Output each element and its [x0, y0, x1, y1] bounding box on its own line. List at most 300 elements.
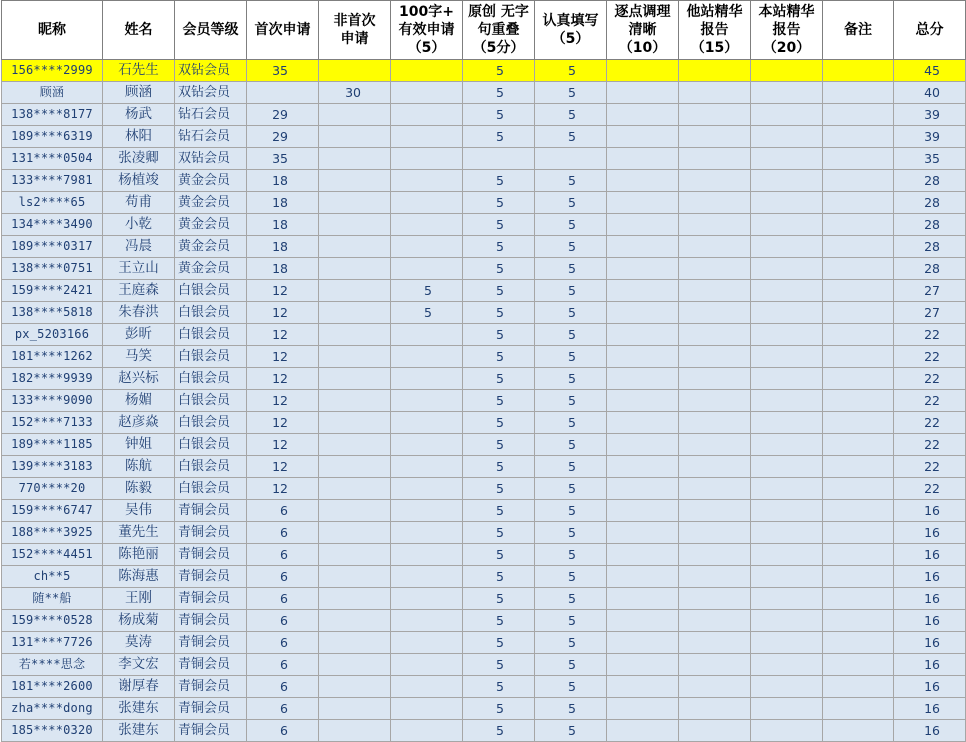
- cell-first-apply[interactable]: 6: [247, 632, 319, 654]
- cell-non-first-apply[interactable]: [319, 346, 391, 368]
- cell-this-site[interactable]: [751, 500, 823, 522]
- header-total[interactable]: 总分: [894, 1, 966, 60]
- cell-valid-100[interactable]: [391, 566, 463, 588]
- cell-clear[interactable]: [607, 500, 679, 522]
- cell-original[interactable]: 5: [463, 654, 535, 676]
- cell-level[interactable]: 青铜会员: [175, 522, 247, 544]
- cell-this-site[interactable]: [751, 676, 823, 698]
- cell-non-first-apply[interactable]: [319, 544, 391, 566]
- cell-clear[interactable]: [607, 522, 679, 544]
- header-remark[interactable]: 备注: [823, 1, 894, 60]
- cell-this-site[interactable]: [751, 456, 823, 478]
- cell-original[interactable]: 5: [463, 500, 535, 522]
- cell-first-apply[interactable]: 12: [247, 434, 319, 456]
- cell-remark[interactable]: [823, 104, 894, 126]
- cell-name[interactable]: 陈艳丽: [103, 544, 175, 566]
- cell-remark[interactable]: [823, 346, 894, 368]
- cell-first-apply[interactable]: [247, 82, 319, 104]
- cell-valid-100[interactable]: 5: [391, 302, 463, 324]
- cell-clear[interactable]: [607, 280, 679, 302]
- cell-first-apply[interactable]: 6: [247, 566, 319, 588]
- cell-total[interactable]: 16: [894, 632, 966, 654]
- cell-non-first-apply[interactable]: [319, 104, 391, 126]
- cell-non-first-apply[interactable]: [319, 500, 391, 522]
- cell-remark[interactable]: [823, 478, 894, 500]
- cell-clear[interactable]: [607, 390, 679, 412]
- cell-remark[interactable]: [823, 566, 894, 588]
- cell-careful[interactable]: 5: [535, 632, 607, 654]
- cell-total[interactable]: 28: [894, 258, 966, 280]
- cell-valid-100[interactable]: [391, 412, 463, 434]
- cell-remark[interactable]: [823, 192, 894, 214]
- cell-non-first-apply[interactable]: [319, 698, 391, 720]
- cell-other-site[interactable]: [679, 698, 751, 720]
- cell-clear[interactable]: [607, 148, 679, 170]
- cell-original[interactable]: 5: [463, 346, 535, 368]
- cell-level[interactable]: 黄金会员: [175, 258, 247, 280]
- cell-name[interactable]: 小乾: [103, 214, 175, 236]
- cell-total[interactable]: 16: [894, 720, 966, 742]
- cell-careful[interactable]: 5: [535, 258, 607, 280]
- cell-careful[interactable]: 5: [535, 698, 607, 720]
- cell-total[interactable]: 22: [894, 412, 966, 434]
- cell-total[interactable]: 22: [894, 478, 966, 500]
- cell-nickname[interactable]: 159****0528: [2, 610, 103, 632]
- cell-nickname[interactable]: zha****dong: [2, 698, 103, 720]
- cell-other-site[interactable]: [679, 346, 751, 368]
- cell-name[interactable]: 吴伟: [103, 500, 175, 522]
- cell-nickname[interactable]: 138****0751: [2, 258, 103, 280]
- cell-this-site[interactable]: [751, 698, 823, 720]
- cell-original[interactable]: [463, 148, 535, 170]
- cell-level[interactable]: 白银会员: [175, 302, 247, 324]
- cell-this-site[interactable]: [751, 82, 823, 104]
- cell-name[interactable]: 彭昕: [103, 324, 175, 346]
- cell-total[interactable]: 16: [894, 522, 966, 544]
- cell-name[interactable]: 王庭森: [103, 280, 175, 302]
- cell-nickname[interactable]: 159****2421: [2, 280, 103, 302]
- cell-level[interactable]: 黄金会员: [175, 170, 247, 192]
- cell-non-first-apply[interactable]: [319, 126, 391, 148]
- cell-remark[interactable]: [823, 412, 894, 434]
- cell-nickname[interactable]: 152****7133: [2, 412, 103, 434]
- cell-name[interactable]: 张凌卿: [103, 148, 175, 170]
- cell-name[interactable]: 谢厚春: [103, 676, 175, 698]
- cell-other-site[interactable]: [679, 104, 751, 126]
- cell-valid-100[interactable]: [391, 258, 463, 280]
- cell-remark[interactable]: [823, 236, 894, 258]
- cell-first-apply[interactable]: 12: [247, 456, 319, 478]
- cell-nickname[interactable]: 185****0320: [2, 720, 103, 742]
- cell-valid-100[interactable]: 5: [391, 280, 463, 302]
- cell-other-site[interactable]: [679, 192, 751, 214]
- cell-other-site[interactable]: [679, 676, 751, 698]
- cell-careful[interactable]: 5: [535, 544, 607, 566]
- cell-name[interactable]: 钟姐: [103, 434, 175, 456]
- cell-original[interactable]: 5: [463, 258, 535, 280]
- cell-first-apply[interactable]: 6: [247, 500, 319, 522]
- cell-other-site[interactable]: [679, 720, 751, 742]
- cell-this-site[interactable]: [751, 148, 823, 170]
- cell-other-site[interactable]: [679, 280, 751, 302]
- cell-other-site[interactable]: [679, 456, 751, 478]
- cell-nickname[interactable]: ch**5: [2, 566, 103, 588]
- cell-name[interactable]: 李文宏: [103, 654, 175, 676]
- cell-original[interactable]: 5: [463, 236, 535, 258]
- cell-careful[interactable]: 5: [535, 478, 607, 500]
- cell-remark[interactable]: [823, 170, 894, 192]
- cell-first-apply[interactable]: 12: [247, 412, 319, 434]
- cell-level[interactable]: 青铜会员: [175, 654, 247, 676]
- cell-first-apply[interactable]: 18: [247, 170, 319, 192]
- cell-remark[interactable]: [823, 632, 894, 654]
- cell-clear[interactable]: [607, 368, 679, 390]
- cell-level[interactable]: 白银会员: [175, 346, 247, 368]
- cell-clear[interactable]: [607, 346, 679, 368]
- cell-first-apply[interactable]: 6: [247, 676, 319, 698]
- cell-first-apply[interactable]: 18: [247, 214, 319, 236]
- cell-name[interactable]: 莫涛: [103, 632, 175, 654]
- cell-non-first-apply[interactable]: [319, 412, 391, 434]
- cell-level[interactable]: 白银会员: [175, 280, 247, 302]
- cell-this-site[interactable]: [751, 302, 823, 324]
- cell-total[interactable]: 40: [894, 82, 966, 104]
- cell-name[interactable]: 杨媚: [103, 390, 175, 412]
- cell-careful[interactable]: 5: [535, 214, 607, 236]
- cell-valid-100[interactable]: [391, 522, 463, 544]
- cell-valid-100[interactable]: [391, 324, 463, 346]
- cell-level[interactable]: 双钻会员: [175, 82, 247, 104]
- cell-non-first-apply[interactable]: [319, 632, 391, 654]
- cell-level[interactable]: 双钻会员: [175, 60, 247, 82]
- cell-careful[interactable]: 5: [535, 126, 607, 148]
- cell-non-first-apply[interactable]: [319, 368, 391, 390]
- cell-this-site[interactable]: [751, 478, 823, 500]
- cell-first-apply[interactable]: 6: [247, 588, 319, 610]
- cell-this-site[interactable]: [751, 280, 823, 302]
- cell-remark[interactable]: [823, 456, 894, 478]
- cell-remark[interactable]: [823, 280, 894, 302]
- cell-other-site[interactable]: [679, 588, 751, 610]
- cell-this-site[interactable]: [751, 412, 823, 434]
- cell-careful[interactable]: 5: [535, 610, 607, 632]
- cell-total[interactable]: 22: [894, 456, 966, 478]
- cell-this-site[interactable]: [751, 346, 823, 368]
- cell-nickname[interactable]: 随**船: [2, 588, 103, 610]
- cell-total[interactable]: 22: [894, 390, 966, 412]
- cell-original[interactable]: 5: [463, 60, 535, 82]
- cell-name[interactable]: 王刚: [103, 588, 175, 610]
- cell-total[interactable]: 28: [894, 236, 966, 258]
- cell-first-apply[interactable]: 29: [247, 104, 319, 126]
- cell-non-first-apply[interactable]: [319, 610, 391, 632]
- cell-nickname[interactable]: 189****1185: [2, 434, 103, 456]
- cell-level[interactable]: 青铜会员: [175, 588, 247, 610]
- cell-level[interactable]: 青铜会员: [175, 500, 247, 522]
- cell-clear[interactable]: [607, 566, 679, 588]
- cell-original[interactable]: 5: [463, 478, 535, 500]
- cell-total[interactable]: 39: [894, 104, 966, 126]
- cell-remark[interactable]: [823, 390, 894, 412]
- cell-valid-100[interactable]: [391, 544, 463, 566]
- cell-remark[interactable]: [823, 610, 894, 632]
- cell-total[interactable]: 22: [894, 324, 966, 346]
- cell-nickname[interactable]: 131****0504: [2, 148, 103, 170]
- cell-remark[interactable]: [823, 500, 894, 522]
- cell-nickname[interactable]: 182****9939: [2, 368, 103, 390]
- cell-first-apply[interactable]: 12: [247, 390, 319, 412]
- cell-this-site[interactable]: [751, 192, 823, 214]
- cell-first-apply[interactable]: 12: [247, 302, 319, 324]
- cell-first-apply[interactable]: 6: [247, 654, 319, 676]
- cell-remark[interactable]: [823, 324, 894, 346]
- cell-level[interactable]: 青铜会员: [175, 610, 247, 632]
- cell-this-site[interactable]: [751, 654, 823, 676]
- cell-clear[interactable]: [607, 192, 679, 214]
- cell-careful[interactable]: 5: [535, 368, 607, 390]
- cell-remark[interactable]: [823, 126, 894, 148]
- cell-non-first-apply[interactable]: [319, 654, 391, 676]
- cell-valid-100[interactable]: [391, 236, 463, 258]
- cell-clear[interactable]: [607, 478, 679, 500]
- cell-name[interactable]: 杨植竣: [103, 170, 175, 192]
- cell-this-site[interactable]: [751, 544, 823, 566]
- cell-first-apply[interactable]: 6: [247, 544, 319, 566]
- cell-first-apply[interactable]: 18: [247, 258, 319, 280]
- cell-nickname[interactable]: ls2****65: [2, 192, 103, 214]
- cell-name[interactable]: 马笑: [103, 346, 175, 368]
- cell-level[interactable]: 青铜会员: [175, 566, 247, 588]
- cell-remark[interactable]: [823, 60, 894, 82]
- cell-non-first-apply[interactable]: [319, 214, 391, 236]
- cell-total[interactable]: 35: [894, 148, 966, 170]
- cell-clear[interactable]: [607, 434, 679, 456]
- cell-nickname[interactable]: 189****6319: [2, 126, 103, 148]
- cell-original[interactable]: 5: [463, 632, 535, 654]
- cell-level[interactable]: 白银会员: [175, 456, 247, 478]
- cell-this-site[interactable]: [751, 368, 823, 390]
- cell-name[interactable]: 林阳: [103, 126, 175, 148]
- cell-this-site[interactable]: [751, 566, 823, 588]
- cell-level[interactable]: 青铜会员: [175, 698, 247, 720]
- cell-valid-100[interactable]: [391, 632, 463, 654]
- cell-name[interactable]: 赵彦焱: [103, 412, 175, 434]
- cell-careful[interactable]: 5: [535, 588, 607, 610]
- header-this-site[interactable]: 本站精华 报告 （20）: [751, 1, 823, 60]
- cell-nickname[interactable]: 189****0317: [2, 236, 103, 258]
- cell-level[interactable]: 白银会员: [175, 434, 247, 456]
- cell-level[interactable]: 钻石会员: [175, 126, 247, 148]
- cell-valid-100[interactable]: [391, 654, 463, 676]
- cell-original[interactable]: 5: [463, 280, 535, 302]
- cell-careful[interactable]: 5: [535, 390, 607, 412]
- cell-nickname[interactable]: 188****3925: [2, 522, 103, 544]
- header-clear[interactable]: 逐点调理 清晰 （10）: [607, 1, 679, 60]
- cell-non-first-apply[interactable]: [319, 676, 391, 698]
- cell-careful[interactable]: 5: [535, 302, 607, 324]
- cell-nickname[interactable]: 159****6747: [2, 500, 103, 522]
- cell-name[interactable]: 王立山: [103, 258, 175, 280]
- cell-other-site[interactable]: [679, 60, 751, 82]
- cell-valid-100[interactable]: [391, 456, 463, 478]
- cell-valid-100[interactable]: [391, 478, 463, 500]
- cell-first-apply[interactable]: 35: [247, 148, 319, 170]
- cell-total[interactable]: 28: [894, 170, 966, 192]
- cell-this-site[interactable]: [751, 126, 823, 148]
- cell-other-site[interactable]: [679, 566, 751, 588]
- cell-non-first-apply[interactable]: [319, 258, 391, 280]
- cell-non-first-apply[interactable]: [319, 720, 391, 742]
- cell-this-site[interactable]: [751, 522, 823, 544]
- cell-original[interactable]: 5: [463, 544, 535, 566]
- cell-level[interactable]: 白银会员: [175, 478, 247, 500]
- cell-original[interactable]: 5: [463, 676, 535, 698]
- cell-remark[interactable]: [823, 654, 894, 676]
- cell-first-apply[interactable]: 6: [247, 720, 319, 742]
- cell-valid-100[interactable]: [391, 104, 463, 126]
- cell-careful[interactable]: 5: [535, 654, 607, 676]
- cell-clear[interactable]: [607, 302, 679, 324]
- cell-original[interactable]: 5: [463, 434, 535, 456]
- cell-careful[interactable]: 5: [535, 170, 607, 192]
- cell-level[interactable]: 青铜会员: [175, 632, 247, 654]
- cell-nickname[interactable]: 133****9090: [2, 390, 103, 412]
- cell-level[interactable]: 白银会员: [175, 390, 247, 412]
- header-non-first-apply[interactable]: 非首次 申请: [319, 1, 391, 60]
- cell-other-site[interactable]: [679, 654, 751, 676]
- cell-this-site[interactable]: [751, 214, 823, 236]
- cell-valid-100[interactable]: [391, 60, 463, 82]
- cell-level[interactable]: 双钻会员: [175, 148, 247, 170]
- cell-total[interactable]: 22: [894, 368, 966, 390]
- cell-original[interactable]: 5: [463, 126, 535, 148]
- cell-other-site[interactable]: [679, 390, 751, 412]
- cell-level[interactable]: 黄金会员: [175, 214, 247, 236]
- cell-other-site[interactable]: [679, 302, 751, 324]
- cell-valid-100[interactable]: [391, 148, 463, 170]
- cell-careful[interactable]: 5: [535, 720, 607, 742]
- cell-nickname[interactable]: 若****思念: [2, 654, 103, 676]
- cell-name[interactable]: 张建东: [103, 698, 175, 720]
- cell-original[interactable]: 5: [463, 610, 535, 632]
- cell-remark[interactable]: [823, 698, 894, 720]
- cell-first-apply[interactable]: 12: [247, 346, 319, 368]
- cell-total[interactable]: 16: [894, 500, 966, 522]
- cell-clear[interactable]: [607, 126, 679, 148]
- cell-remark[interactable]: [823, 258, 894, 280]
- cell-total[interactable]: 39: [894, 126, 966, 148]
- cell-remark[interactable]: [823, 302, 894, 324]
- cell-other-site[interactable]: [679, 82, 751, 104]
- cell-level[interactable]: 黄金会员: [175, 236, 247, 258]
- cell-total[interactable]: 27: [894, 280, 966, 302]
- cell-non-first-apply[interactable]: [319, 588, 391, 610]
- cell-nickname[interactable]: 181****2600: [2, 676, 103, 698]
- cell-total[interactable]: 16: [894, 698, 966, 720]
- cell-valid-100[interactable]: [391, 390, 463, 412]
- cell-remark[interactable]: [823, 676, 894, 698]
- cell-valid-100[interactable]: [391, 192, 463, 214]
- cell-name[interactable]: 顾涵: [103, 82, 175, 104]
- cell-other-site[interactable]: [679, 170, 751, 192]
- cell-level[interactable]: 白银会员: [175, 368, 247, 390]
- cell-clear[interactable]: [607, 214, 679, 236]
- cell-this-site[interactable]: [751, 258, 823, 280]
- cell-other-site[interactable]: [679, 214, 751, 236]
- cell-nickname[interactable]: 139****3183: [2, 456, 103, 478]
- cell-careful[interactable]: 5: [535, 60, 607, 82]
- header-original[interactable]: 原创 无字 句重叠 （5分）: [463, 1, 535, 60]
- cell-careful[interactable]: 5: [535, 236, 607, 258]
- cell-total[interactable]: 16: [894, 676, 966, 698]
- cell-original[interactable]: 5: [463, 104, 535, 126]
- cell-valid-100[interactable]: [391, 676, 463, 698]
- header-nickname[interactable]: 昵称: [2, 1, 103, 60]
- cell-careful[interactable]: [535, 148, 607, 170]
- cell-valid-100[interactable]: [391, 368, 463, 390]
- cell-nickname[interactable]: 181****1262: [2, 346, 103, 368]
- cell-this-site[interactable]: [751, 720, 823, 742]
- cell-remark[interactable]: [823, 148, 894, 170]
- cell-this-site[interactable]: [751, 390, 823, 412]
- cell-valid-100[interactable]: [391, 170, 463, 192]
- cell-first-apply[interactable]: 12: [247, 280, 319, 302]
- cell-other-site[interactable]: [679, 412, 751, 434]
- cell-valid-100[interactable]: [391, 82, 463, 104]
- cell-first-apply[interactable]: 12: [247, 478, 319, 500]
- cell-nickname[interactable]: 138****8177: [2, 104, 103, 126]
- cell-clear[interactable]: [607, 588, 679, 610]
- cell-non-first-apply[interactable]: [319, 236, 391, 258]
- cell-other-site[interactable]: [679, 544, 751, 566]
- cell-non-first-apply[interactable]: [319, 434, 391, 456]
- cell-other-site[interactable]: [679, 148, 751, 170]
- cell-name[interactable]: 陈海惠: [103, 566, 175, 588]
- cell-careful[interactable]: 5: [535, 522, 607, 544]
- cell-level[interactable]: 白银会员: [175, 324, 247, 346]
- cell-nickname[interactable]: 770****20: [2, 478, 103, 500]
- cell-original[interactable]: 5: [463, 214, 535, 236]
- cell-clear[interactable]: [607, 324, 679, 346]
- cell-other-site[interactable]: [679, 324, 751, 346]
- cell-name[interactable]: 石先生: [103, 60, 175, 82]
- cell-careful[interactable]: 5: [535, 566, 607, 588]
- cell-remark[interactable]: [823, 588, 894, 610]
- cell-other-site[interactable]: [679, 368, 751, 390]
- cell-original[interactable]: 5: [463, 522, 535, 544]
- cell-name[interactable]: 冯晨: [103, 236, 175, 258]
- header-valid-100[interactable]: 100字+ 有效申请 （5）: [391, 1, 463, 60]
- cell-clear[interactable]: [607, 60, 679, 82]
- cell-other-site[interactable]: [679, 258, 751, 280]
- header-level[interactable]: 会员等级: [175, 1, 247, 60]
- cell-other-site[interactable]: [679, 434, 751, 456]
- cell-original[interactable]: 5: [463, 698, 535, 720]
- cell-non-first-apply[interactable]: [319, 148, 391, 170]
- cell-original[interactable]: 5: [463, 588, 535, 610]
- cell-original[interactable]: 5: [463, 456, 535, 478]
- cell-other-site[interactable]: [679, 126, 751, 148]
- cell-original[interactable]: 5: [463, 566, 535, 588]
- cell-this-site[interactable]: [751, 434, 823, 456]
- cell-nickname[interactable]: 156****2999: [2, 60, 103, 82]
- cell-first-apply[interactable]: 6: [247, 610, 319, 632]
- cell-total[interactable]: 22: [894, 346, 966, 368]
- cell-careful[interactable]: 5: [535, 192, 607, 214]
- cell-original[interactable]: 5: [463, 324, 535, 346]
- cell-remark[interactable]: [823, 720, 894, 742]
- cell-non-first-apply[interactable]: [319, 324, 391, 346]
